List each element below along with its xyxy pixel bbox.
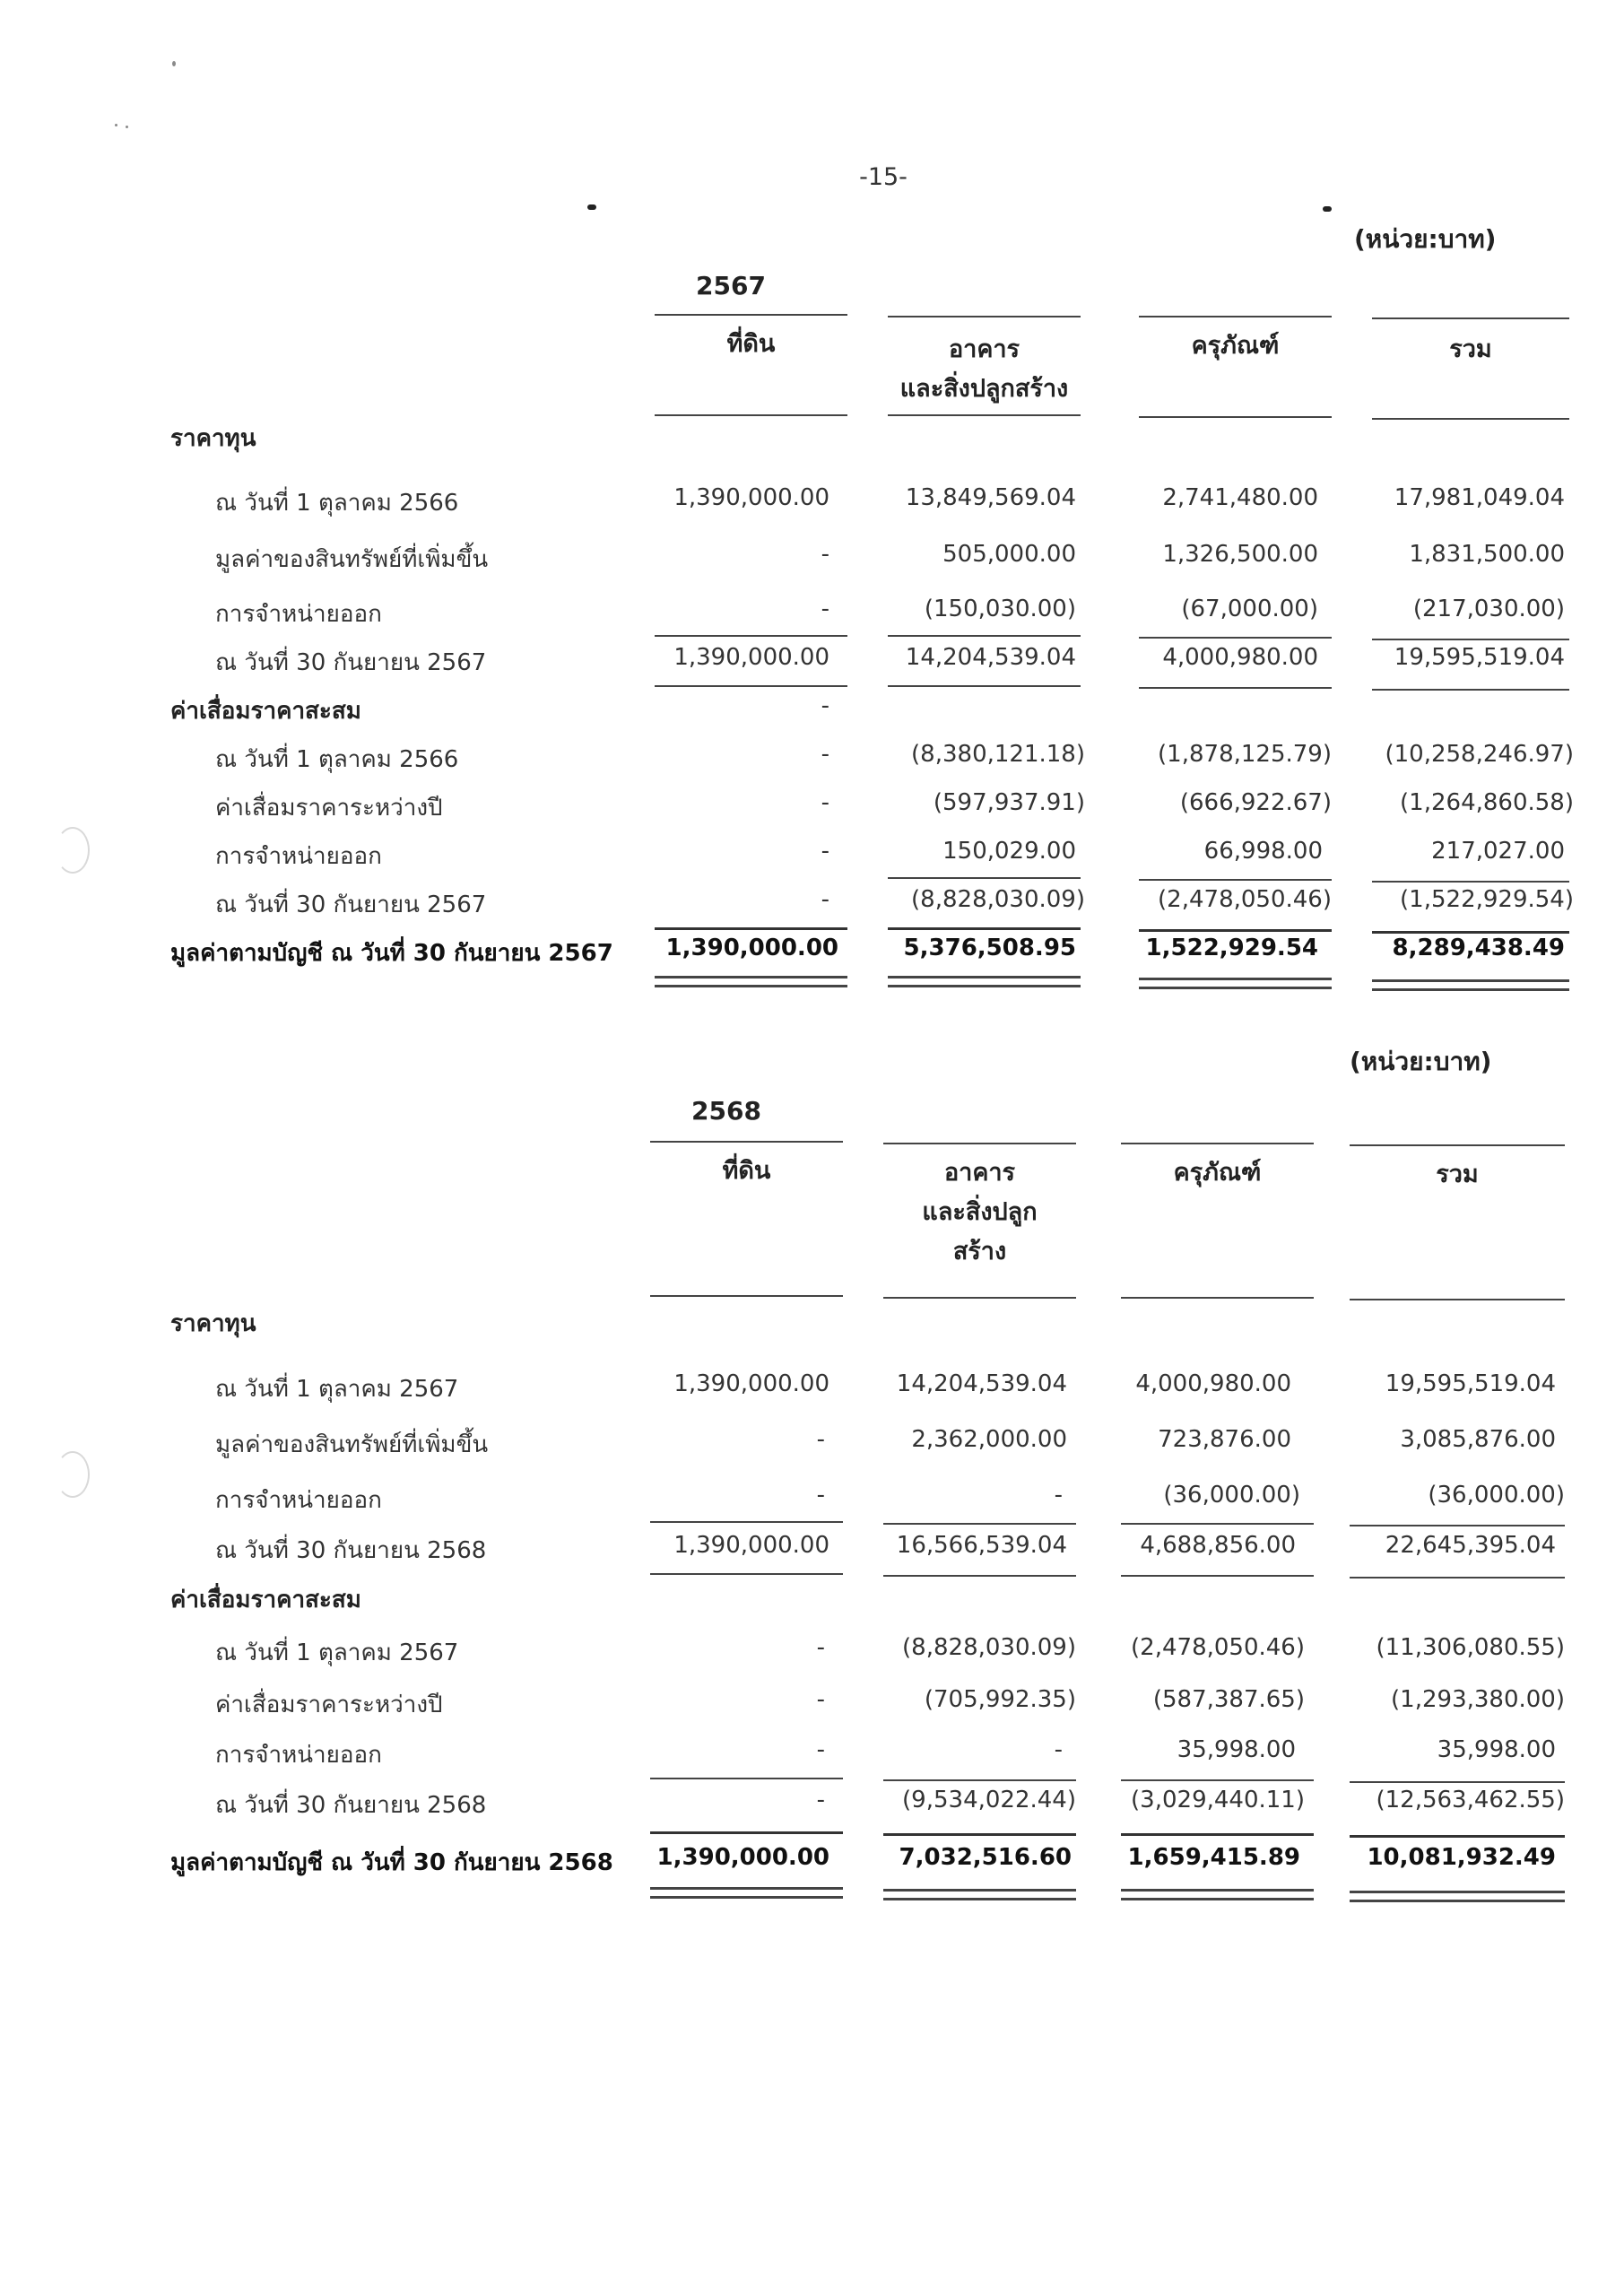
divider <box>883 1143 1076 1144</box>
cell-equipment: (3,029,440.11) <box>1131 1787 1305 1813</box>
divider <box>888 316 1081 317</box>
cell-land: 1,390,000.00 <box>673 644 829 671</box>
subtotal-rule <box>1350 1577 1565 1578</box>
double-underline <box>655 976 847 987</box>
cell-total: 217,027.00 <box>1431 838 1565 865</box>
table-row-subtotal <box>170 1532 1587 1568</box>
divider <box>1139 316 1332 317</box>
subtotal-rule <box>1121 1779 1314 1781</box>
subtotal-rule <box>1139 687 1332 689</box>
divider <box>1139 416 1332 418</box>
row-label: มูลค่าตามบัญชี ณ วันที่ 30 กันยายน 2567 <box>170 940 613 967</box>
double-underline <box>650 1887 843 1899</box>
section-heading-cost <box>170 420 1587 456</box>
divider <box>1350 1144 1565 1146</box>
total-rule <box>1121 1833 1314 1836</box>
divider <box>1372 317 1569 319</box>
total-rule <box>1372 931 1569 934</box>
cell-equipment: 1,522,929.54 <box>1145 935 1318 961</box>
divider <box>1121 1297 1314 1299</box>
cell-equipment: (67,000.00) <box>1181 596 1318 622</box>
cell-building: 2,362,000.00 <box>911 1426 1067 1453</box>
subtotal-rule <box>1350 1525 1565 1526</box>
table-row <box>170 541 1587 577</box>
row-label: ณ วันที่ 30 กันยายน 2567 <box>215 891 487 918</box>
section-heading-cost <box>170 1305 1587 1341</box>
subtotal-rule <box>883 1779 1076 1781</box>
scan-mark <box>1323 206 1332 212</box>
cell-building: 13,849,569.04 <box>905 484 1076 511</box>
cell-total: 35,998.00 <box>1437 1736 1556 1763</box>
cell-building: (597,937.91) <box>933 789 1085 816</box>
row-label: การจำหน่ายออก <box>215 1487 382 1514</box>
cell-total: 10,081,932.49 <box>1367 1844 1556 1871</box>
row-label: ณ วันที่ 30 กันยายน 2568 <box>215 1537 487 1564</box>
subtotal-rule <box>888 877 1081 879</box>
table-row <box>170 838 1587 874</box>
cell-total: 17,981,049.04 <box>1394 484 1565 511</box>
cell-building: (705,992.35) <box>924 1686 1076 1713</box>
cell-building: (8,828,030.09) <box>902 1634 1076 1661</box>
table-row <box>170 1736 1587 1772</box>
cell-land: - <box>816 1787 825 1813</box>
cell-building: (9,534,022.44) <box>902 1787 1076 1813</box>
row-label: ณ วันที่ 1 ตุลาคม 2567 <box>215 1639 459 1666</box>
cell-land: 1,390,000.00 <box>673 484 829 511</box>
cell-building: 14,204,539.04 <box>905 644 1076 671</box>
column-header-equipment: ครุภัณฑ์ <box>1191 332 1280 360</box>
cell-land: - <box>821 789 829 816</box>
cell-equipment: (666,922.67) <box>1179 789 1332 816</box>
table-row-subtotal <box>170 644 1587 680</box>
table-row-subtotal <box>170 1787 1587 1822</box>
cell-total: (1,522,929.54) <box>1400 886 1574 913</box>
row-label: มูลค่าของสินทรัพย์ที่เพิ่มขึ้น <box>215 1431 489 1458</box>
double-underline <box>1350 1891 1565 1902</box>
table-row <box>170 741 1587 777</box>
section-heading-depreciation <box>170 1581 1587 1617</box>
subtotal-rule <box>1121 1523 1314 1525</box>
cell-total: (12,563,462.55) <box>1376 1787 1565 1813</box>
cell-total: (217,030.00) <box>1412 596 1565 622</box>
row-label: ค่าเสื่อมราคาระหว่างปี <box>215 795 443 822</box>
cell-building: 150,029.00 <box>942 838 1076 865</box>
row-label: ณ วันที่ 1 ตุลาคม 2566 <box>215 746 459 773</box>
cell-total: (36,000.00) <box>1428 1482 1565 1509</box>
cell-land: - <box>821 741 829 768</box>
subtotal-rule <box>1139 879 1332 881</box>
section-heading-depreciation <box>170 692 1587 728</box>
section-label: ราคาทุน <box>170 425 256 452</box>
row-label: ณ วันที่ 30 กันยายน 2568 <box>215 1792 487 1819</box>
column-header-building <box>888 325 1081 409</box>
subtotal-rule <box>1372 881 1569 883</box>
table-row <box>170 1482 1587 1518</box>
cell-total: 3,085,876.00 <box>1400 1426 1556 1453</box>
cell-total: (11,306,080.55) <box>1376 1634 1565 1661</box>
row-label: ณ วันที่ 30 กันยายน 2567 <box>215 649 487 676</box>
unit-label: (หน่วย:บาท) <box>1354 224 1497 254</box>
row-label: ณ วันที่ 1 ตุลาคม 2567 <box>215 1376 459 1403</box>
punch-hole <box>56 827 90 874</box>
cell-equipment: (36,000.00) <box>1163 1482 1300 1509</box>
cell-equipment: 66,998.00 <box>1203 838 1323 865</box>
subtotal-rule <box>655 635 847 637</box>
subtotal-rule <box>1372 639 1569 640</box>
table-row <box>170 596 1587 631</box>
year-label: 2567 <box>696 271 766 300</box>
cell-building: - <box>1054 1482 1063 1509</box>
column-header-total: รวม <box>1436 1161 1479 1188</box>
cell-building: 14,204,539.04 <box>896 1370 1067 1397</box>
row-label: การจำหน่ายออก <box>215 601 382 628</box>
cell-building: (8,380,121.18) <box>911 741 1085 768</box>
divider <box>650 1141 843 1143</box>
column-header-building-line2: และสิ่งปลูกสร้าง <box>899 375 1069 403</box>
divider <box>650 1295 843 1297</box>
table-row <box>170 1634 1587 1670</box>
divider <box>883 1297 1076 1299</box>
cell-building: 16,566,539.04 <box>896 1532 1067 1559</box>
cell-equipment: 1,326,500.00 <box>1162 541 1318 568</box>
cell-building: (8,828,030.09) <box>911 886 1085 913</box>
cell-land: - <box>821 692 829 719</box>
total-rule <box>888 927 1081 930</box>
cell-equipment: 4,000,980.00 <box>1162 644 1318 671</box>
subtotal-rule <box>1350 1781 1565 1783</box>
subtotal-rule <box>1372 689 1569 691</box>
cell-total: 19,595,519.04 <box>1385 1370 1556 1397</box>
cell-building: 7,032,516.60 <box>899 1844 1072 1871</box>
section-label: ค่าเสื่อมราคาสะสม <box>170 1587 361 1613</box>
cell-land: 1,390,000.00 <box>656 1844 829 1871</box>
cell-land: - <box>821 541 829 568</box>
column-header-land: ที่ดิน <box>726 330 776 358</box>
cell-equipment: (2,478,050.46) <box>1131 1634 1305 1661</box>
cell-building: 505,000.00 <box>942 541 1076 568</box>
column-header-building-line2: และสิ่งปลูก <box>922 1198 1038 1226</box>
total-rule <box>650 1831 843 1834</box>
cell-total: (10,258,246.97) <box>1385 741 1574 768</box>
cell-land: - <box>816 1426 825 1453</box>
divider <box>1121 1143 1314 1144</box>
divider <box>1350 1299 1565 1300</box>
row-label: การจำหน่ายออก <box>215 1742 382 1769</box>
cell-land: - <box>821 886 829 913</box>
scan-speck <box>172 61 176 66</box>
cell-equipment: 2,741,480.00 <box>1162 484 1318 511</box>
table-row <box>170 789 1587 825</box>
double-underline <box>1372 979 1569 991</box>
subtotal-rule <box>650 1521 843 1523</box>
row-label: การจำหน่ายออก <box>215 843 382 870</box>
total-rule <box>1139 929 1332 932</box>
column-header-building-line1: อาคาร <box>948 335 1020 363</box>
cell-equipment: 35,998.00 <box>1177 1736 1296 1763</box>
subtotal-rule <box>1139 637 1332 639</box>
subtotal-rule <box>883 1523 1076 1525</box>
cell-total: (1,264,860.58) <box>1400 789 1574 816</box>
column-header-equipment: ครุภัณฑ์ <box>1173 1159 1262 1187</box>
divider <box>888 414 1081 416</box>
cell-building: (150,030.00) <box>924 596 1076 622</box>
cell-equipment: 4,000,980.00 <box>1135 1370 1291 1397</box>
scan-speck <box>115 124 117 126</box>
column-header-land: ที่ดิน <box>722 1157 771 1185</box>
subtotal-rule <box>655 685 847 687</box>
cell-total: 22,645,395.04 <box>1385 1532 1556 1559</box>
table-row <box>170 1426 1587 1462</box>
subtotal-rule <box>883 1575 1076 1577</box>
cell-equipment: 1,659,415.89 <box>1127 1844 1300 1871</box>
double-underline <box>883 1889 1076 1900</box>
table-row <box>170 1370 1587 1406</box>
subtotal-rule <box>888 635 1081 637</box>
punch-hole <box>56 1451 90 1498</box>
total-rule <box>655 927 847 930</box>
table-row <box>170 1686 1587 1722</box>
cell-building: - <box>1054 1736 1063 1763</box>
cell-equipment: (2,478,050.46) <box>1158 886 1332 913</box>
divider <box>655 314 847 316</box>
subtotal-rule <box>1121 1575 1314 1577</box>
table-row-subtotal <box>170 886 1587 922</box>
net-book-value-row <box>170 935 1587 970</box>
cell-land: - <box>821 596 829 622</box>
scan-speck <box>126 126 128 128</box>
cell-total: 1,831,500.00 <box>1409 541 1565 568</box>
net-book-value-row <box>170 1844 1587 1880</box>
cell-land: - <box>821 838 829 865</box>
table-row <box>170 484 1587 520</box>
cell-equipment: 4,688,856.00 <box>1140 1532 1296 1559</box>
subtotal-rule <box>888 685 1081 687</box>
column-header-building-line1: อาคาร <box>943 1159 1016 1187</box>
column-header-building <box>883 1153 1076 1272</box>
year-label: 2568 <box>691 1096 761 1126</box>
cell-land: - <box>816 1482 825 1509</box>
row-label: ณ วันที่ 1 ตุลาคม 2566 <box>215 490 459 517</box>
cell-land: 1,390,000.00 <box>665 935 838 961</box>
row-label: มูลค่าตามบัญชี ณ วันที่ 30 กันยายน 2568 <box>170 1849 613 1876</box>
cell-land: - <box>816 1736 825 1763</box>
divider <box>655 414 847 416</box>
page-number: -15- <box>859 163 908 191</box>
subtotal-rule <box>650 1573 843 1575</box>
double-underline <box>1121 1889 1314 1900</box>
cell-equipment: (587,387.65) <box>1152 1686 1305 1713</box>
cell-equipment: (1,878,125.79) <box>1158 741 1332 768</box>
cell-total: (1,293,380.00) <box>1391 1686 1565 1713</box>
cell-building: 5,376,508.95 <box>903 935 1076 961</box>
double-underline <box>888 976 1081 987</box>
row-label: ค่าเสื่อมราคาระหว่างปี <box>215 1692 443 1718</box>
row-label: มูลค่าของสินทรัพย์ที่เพิ่มขึ้น <box>215 546 489 573</box>
cell-land: - <box>816 1634 825 1661</box>
unit-label: (หน่วย:บาท) <box>1350 1047 1492 1076</box>
cell-land: 1,390,000.00 <box>673 1370 829 1397</box>
double-underline <box>1139 978 1332 989</box>
section-label: ค่าเสื่อมราคาสะสม <box>170 698 361 725</box>
subtotal-rule <box>650 1778 843 1779</box>
cell-equipment: 723,876.00 <box>1158 1426 1291 1453</box>
cell-land: 1,390,000.00 <box>673 1532 829 1559</box>
column-header-total: รวม <box>1449 335 1492 363</box>
cell-land: - <box>816 1686 825 1713</box>
column-header-building-line3: สร้าง <box>952 1238 1007 1265</box>
scan-mark <box>587 204 596 210</box>
total-rule <box>1350 1835 1565 1838</box>
cell-total: 19,595,519.04 <box>1394 644 1565 671</box>
cell-total: 8,289,438.49 <box>1392 935 1565 961</box>
section-label: ราคาทุน <box>170 1310 256 1337</box>
total-rule <box>883 1833 1076 1836</box>
